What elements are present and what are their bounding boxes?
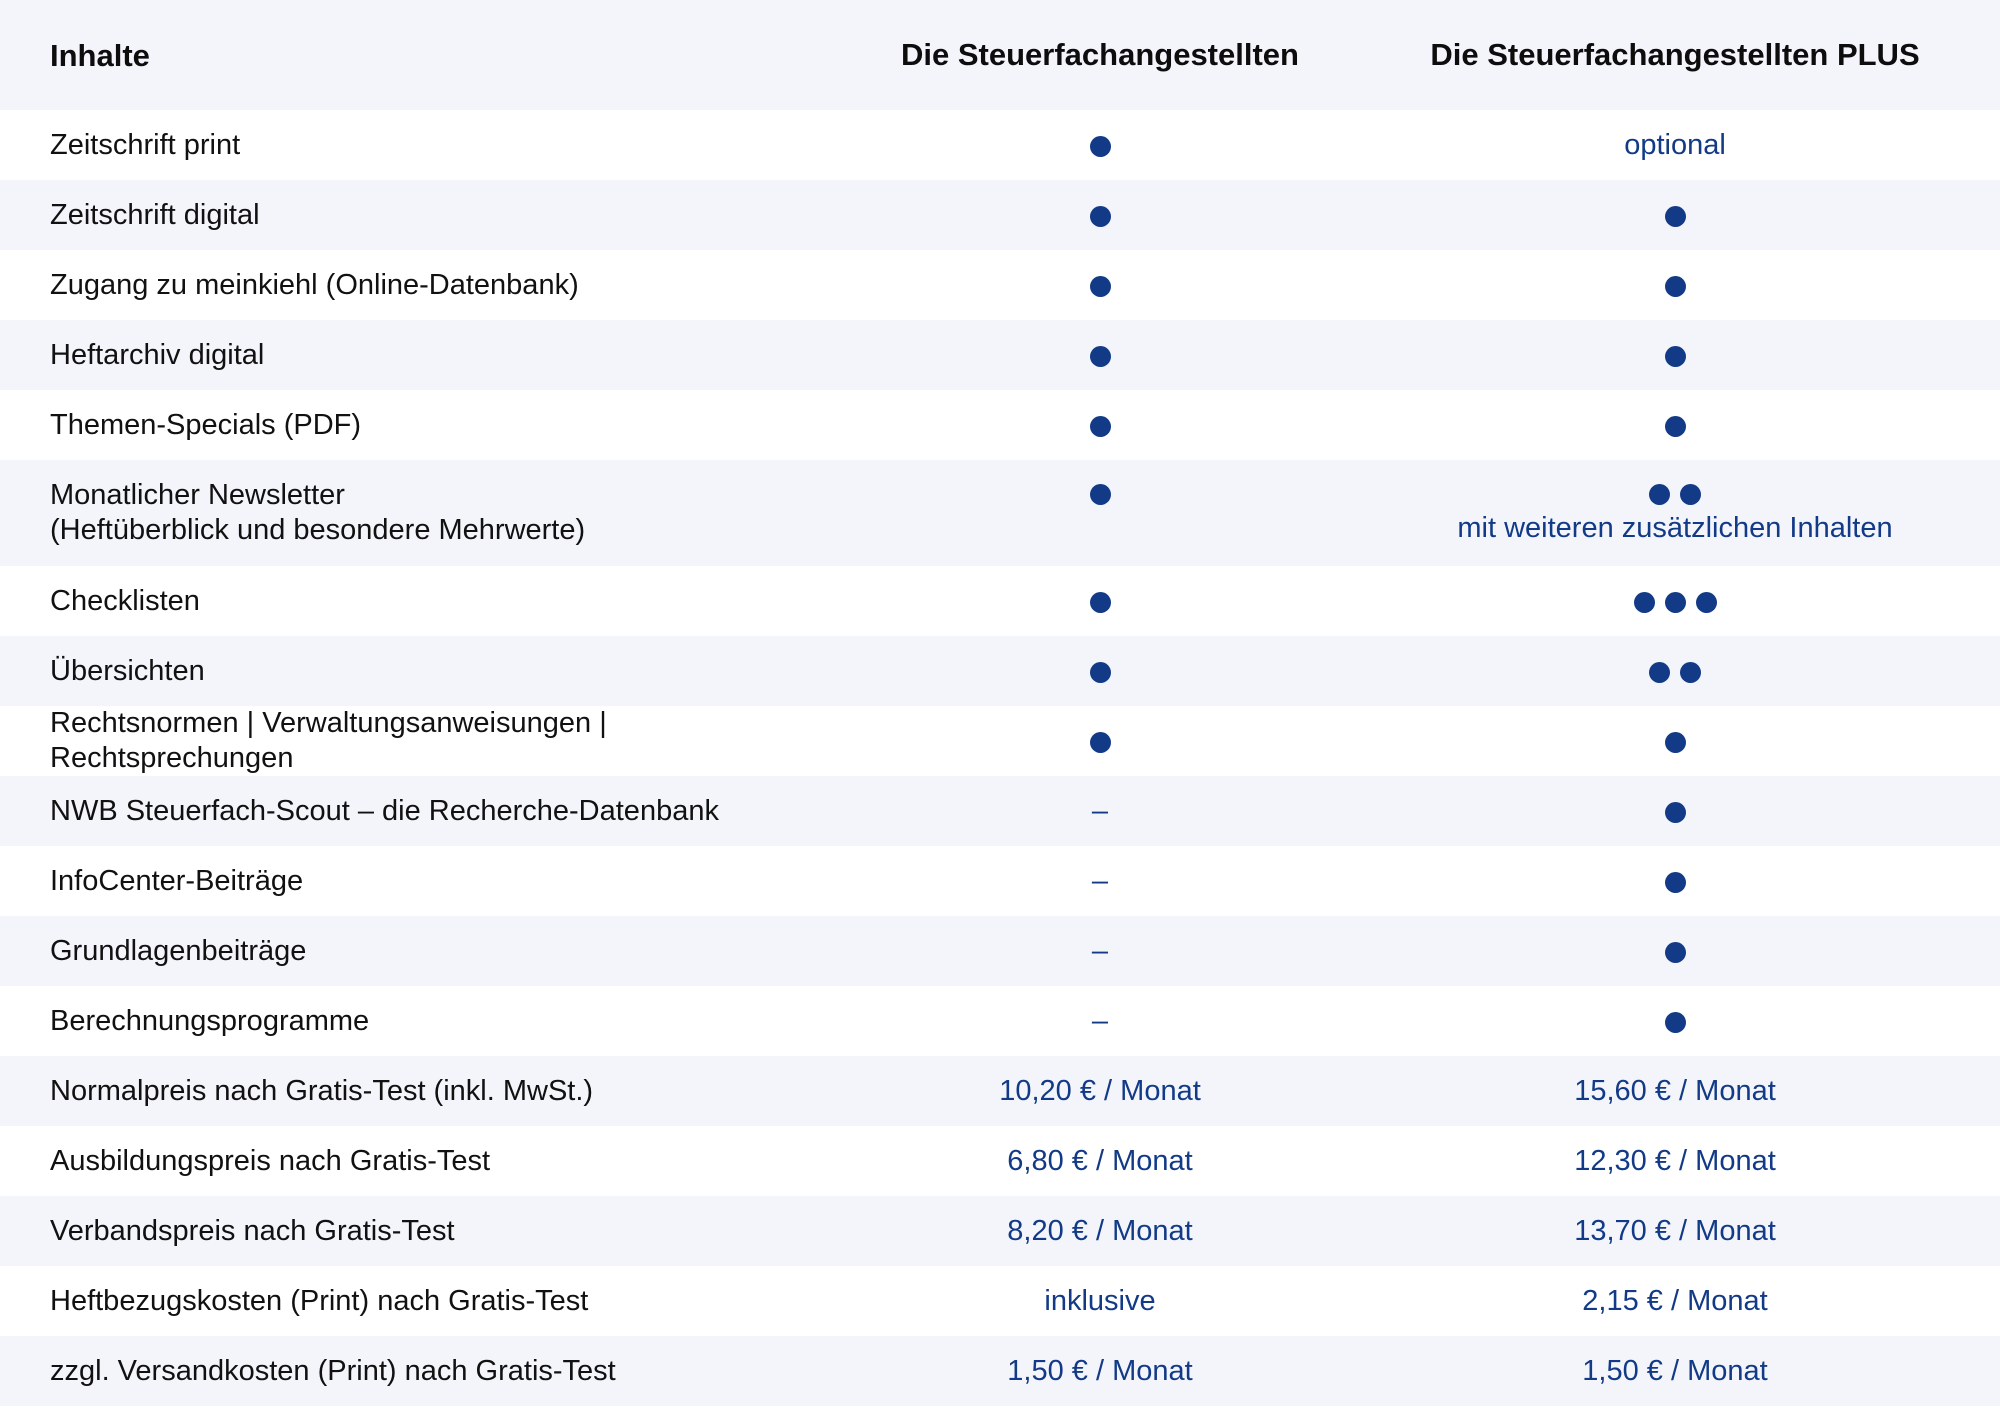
plus-plan-cell [1350, 1145, 2000, 1178]
plus-plan-cell [1350, 200, 2000, 230]
bullet-dot-icon [1090, 662, 1111, 683]
row-label [0, 1284, 850, 1319]
row-label-text: Themen-Specials (PDF) [50, 408, 362, 441]
row-label-text: Checklisten [50, 584, 200, 617]
included-indicator [1350, 936, 2000, 966]
bullet-dot-icon [1665, 276, 1686, 297]
row-label [0, 864, 850, 899]
cell-value: 1,50 € / Monat [1007, 1354, 1193, 1387]
plus-plan-cell [1350, 129, 2000, 162]
cell-value: optional [1624, 128, 1726, 161]
standard-plan-cell [850, 935, 1350, 968]
cell-value: 15,60 € / Monat [1574, 1074, 1776, 1107]
table-body [0, 110, 2000, 1406]
included-indicator [1350, 796, 2000, 826]
standard-plan-cell [850, 726, 1350, 756]
included-indicator [850, 270, 1350, 300]
included-indicator [1350, 1006, 2000, 1036]
row-label-text: Zeitschrift print [50, 128, 241, 161]
table-row [0, 1196, 2000, 1266]
included-indicator [850, 200, 1350, 230]
row-label [0, 1144, 850, 1179]
bullet-dot-icon [1665, 872, 1686, 893]
row-label-text: Zeitschrift digital [50, 198, 260, 231]
bullet-dot-icon [1665, 942, 1686, 963]
cell-value: 1,50 € / Monat [1582, 1354, 1768, 1387]
bullet-dot-icon [1090, 732, 1111, 753]
table-row [0, 1126, 2000, 1196]
table-row [0, 566, 2000, 636]
standard-plan-cell [850, 340, 1350, 370]
cell-value: 2,15 € / Monat [1582, 1284, 1768, 1317]
bullet-dot-icon [1680, 662, 1701, 683]
table-row [0, 1336, 2000, 1406]
cell-value: 6,80 € / Monat [1007, 1144, 1193, 1177]
not-included-dash: – [1091, 934, 1109, 967]
standard-plan-cell [850, 1355, 1350, 1388]
included-indicator [1350, 340, 2000, 370]
bullet-dot-icon [1665, 1012, 1686, 1033]
standard-plan-cell [850, 1005, 1350, 1038]
header-standard-plan: Die Steuerfachangestellten [901, 37, 1299, 72]
standard-plan-cell [850, 200, 1350, 230]
row-label-text: zzgl. Versandkosten (Print) nach Gratis-Test [50, 1354, 616, 1387]
plus-plan-cell [1350, 936, 2000, 966]
row-label [0, 706, 850, 776]
row-label-text: Zugang zu meinkiehl (Online-Datenbank) [50, 268, 579, 301]
row-label-subtext: (Heftüberblick und besondere Mehrwerte) [50, 514, 586, 546]
plus-plan-cell [1350, 586, 2000, 616]
included-indicator [1350, 410, 2000, 440]
row-label [0, 654, 850, 689]
cell-value: 12,30 € / Monat [1574, 1144, 1776, 1177]
row-label [0, 1004, 850, 1039]
row-label-text: Ausbildungspreis nach Gratis-Test [50, 1144, 491, 1177]
row-label [0, 934, 850, 969]
included-indicator [850, 586, 1350, 616]
included-indicator [1350, 586, 2000, 616]
row-label-text: NWB Steuerfach-Scout – die Recherche-Datenbank [50, 794, 719, 827]
header-plus-plan: Die Steuerfachangestellten PLUS [1430, 37, 1920, 72]
cell-value: inklusive [1044, 1284, 1156, 1317]
bullet-dot-icon [1696, 592, 1717, 613]
included-indicator [850, 130, 1350, 160]
table-row [0, 320, 2000, 390]
plus-plan-cell [1350, 796, 2000, 826]
row-label [0, 794, 850, 829]
bullet-dot-icon [1090, 136, 1111, 157]
table-header [0, 0, 2000, 110]
bullet-dot-icon [1649, 662, 1670, 683]
table-row [0, 986, 2000, 1056]
included-indicator [1350, 270, 2000, 300]
included-indicator [850, 410, 1350, 440]
row-label [0, 1354, 850, 1389]
included-indicator [850, 726, 1350, 756]
cell-value: 13,70 € / Monat [1574, 1214, 1776, 1247]
included-indicator [850, 478, 1350, 508]
included-indicator [1350, 656, 2000, 686]
not-included-dash: – [1091, 1004, 1109, 1037]
plus-plan-cell [1350, 270, 2000, 300]
table-row [0, 250, 2000, 320]
row-label-text: Berechnungsprogramme [50, 1004, 370, 1037]
bullet-dot-icon [1090, 416, 1111, 437]
standard-plan-cell [850, 656, 1350, 686]
row-label-text: Normalpreis nach Gratis-Test (inkl. MwSt.) [50, 1074, 594, 1107]
bullet-dot-icon [1680, 484, 1701, 505]
table-row [0, 390, 2000, 460]
table-row [0, 706, 2000, 776]
row-label [0, 1214, 850, 1249]
plus-plan-cell [1350, 1355, 2000, 1388]
plus-plan-cell [1350, 1285, 2000, 1318]
table-row [0, 776, 2000, 846]
plus-plan-cell [1350, 460, 2000, 545]
standard-plan-cell [850, 1145, 1350, 1178]
standard-plan-cell [850, 410, 1350, 440]
row-label-text: Monatlicher Newsletter [50, 479, 345, 511]
row-label-text: Heftarchiv digital [50, 338, 265, 371]
bullet-dot-icon [1090, 346, 1111, 367]
bullet-dot-icon [1090, 592, 1111, 613]
not-included-dash: – [1091, 794, 1109, 827]
table-row [0, 1056, 2000, 1126]
cell-note: mit weiteren zusätzlichen Inhalten [1457, 512, 1893, 544]
included-indicator [1644, 478, 1706, 508]
cell-value: 8,20 € / Monat [1007, 1214, 1193, 1247]
standard-plan-cell [850, 130, 1350, 160]
plus-plan-cell [1350, 410, 2000, 440]
row-label-text: Übersichten [50, 654, 205, 687]
cell-value: 10,20 € / Monat [999, 1074, 1201, 1107]
row-label [0, 198, 850, 233]
bullet-dot-icon [1649, 484, 1670, 505]
table-row [0, 180, 2000, 250]
bullet-dot-icon [1665, 346, 1686, 367]
table-row [0, 846, 2000, 916]
table-row [0, 460, 2000, 566]
plus-plan-cell [1350, 1215, 2000, 1248]
included-indicator [1350, 726, 2000, 756]
standard-plan-cell [850, 1215, 1350, 1248]
row-label [0, 338, 850, 373]
table-row [0, 110, 2000, 180]
plus-plan-cell [1350, 340, 2000, 370]
header-contents: Inhalte [50, 37, 150, 73]
standard-plan-cell [850, 1285, 1350, 1318]
included-indicator [1350, 866, 2000, 896]
table-row [0, 916, 2000, 986]
standard-plan-cell [850, 1075, 1350, 1108]
table-row [0, 636, 2000, 706]
bullet-dot-icon [1665, 592, 1686, 613]
bullet-dot-icon [1665, 802, 1686, 823]
bullet-dot-icon [1090, 206, 1111, 227]
not-included-dash: – [1091, 864, 1109, 897]
standard-plan-cell [850, 795, 1350, 828]
row-label [0, 268, 850, 303]
included-indicator [850, 340, 1350, 370]
bullet-dot-icon [1634, 592, 1655, 613]
plus-plan-cell [1350, 1006, 2000, 1036]
row-label [0, 584, 850, 619]
standard-plan-cell [850, 865, 1350, 898]
row-label-text: Verbandspreis nach Gratis-Test [50, 1214, 455, 1247]
standard-plan-cell [850, 270, 1350, 300]
included-indicator [1350, 200, 2000, 230]
standard-plan-cell [850, 586, 1350, 616]
bullet-dot-icon [1090, 484, 1111, 505]
row-label-text: Grundlagenbeiträge [50, 934, 307, 967]
row-label-text: Rechtsnormen | Verwaltungsanweisungen | Rechtsprechungen [50, 707, 607, 774]
row-label [0, 460, 850, 548]
row-label [0, 408, 850, 443]
bullet-dot-icon [1665, 732, 1686, 753]
row-label-text: Heftbezugskosten (Print) nach Gratis-Test [50, 1284, 589, 1317]
plus-plan-cell [1350, 1075, 2000, 1108]
table-row [0, 1266, 2000, 1336]
included-indicator [850, 656, 1350, 686]
bullet-dot-icon [1665, 206, 1686, 227]
bullet-dot-icon [1665, 416, 1686, 437]
row-label [0, 128, 850, 163]
bullet-dot-icon [1090, 276, 1111, 297]
plus-plan-cell [1350, 866, 2000, 896]
row-label-text: InfoCenter-Beiträge [50, 864, 304, 897]
row-label [0, 1074, 850, 1109]
plus-plan-cell [1350, 726, 2000, 756]
plus-plan-cell [1350, 656, 2000, 686]
standard-plan-cell [850, 460, 1350, 508]
